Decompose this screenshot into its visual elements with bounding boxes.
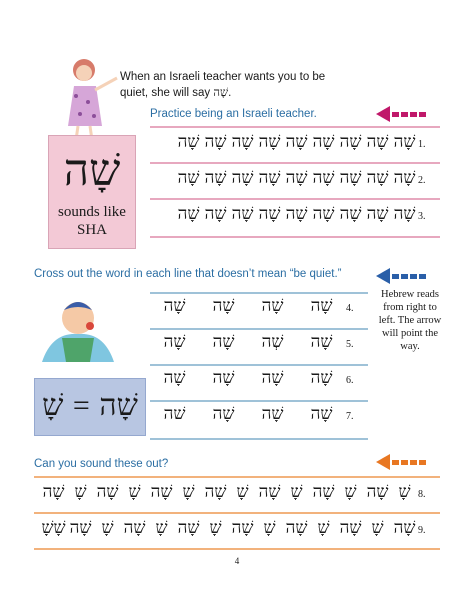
row-divider bbox=[150, 162, 440, 164]
row-number: 3. bbox=[418, 211, 426, 222]
hebrew-word: שָׁה bbox=[261, 296, 284, 316]
hebrew-word: שָׁה bbox=[261, 404, 284, 424]
hebrew-word: שָׁה bbox=[339, 168, 362, 188]
hebrew-word: שָׁה bbox=[366, 482, 389, 502]
hebrew-word: שָׁה bbox=[310, 404, 333, 424]
row-divider bbox=[150, 292, 368, 294]
row-divider bbox=[34, 476, 440, 478]
blue-arrow-icon bbox=[376, 268, 426, 284]
pink-arrow-icon bbox=[376, 106, 426, 122]
row-divider bbox=[150, 364, 368, 366]
intro-sentence: When an Israeli teacher wants you to be quiet, she will say bbox=[120, 71, 326, 99]
hebrew-word: שָׁה bbox=[150, 482, 173, 502]
hebrew-word: שָׁה bbox=[312, 482, 335, 502]
hebrew-word: שָׁה bbox=[339, 132, 362, 152]
hebrew-word: שָׁ bbox=[263, 518, 276, 538]
sound-card-line2: SHA bbox=[76, 222, 107, 238]
hebrew-word: שָׁה bbox=[42, 482, 65, 502]
orange-arrow-icon bbox=[376, 454, 426, 470]
row-divider bbox=[150, 438, 368, 440]
intro-hebrew-word: שָׁה bbox=[213, 85, 229, 99]
hebrew-word: שָׁה bbox=[312, 168, 335, 188]
hebrew-word: שָׁה bbox=[204, 168, 227, 188]
row-divider bbox=[34, 548, 440, 550]
hebrew-word: שָׁה bbox=[212, 404, 235, 424]
hebrew-word: שָׁה bbox=[231, 132, 254, 152]
equation-equals: = bbox=[72, 389, 90, 422]
practice-row-3 bbox=[170, 204, 440, 224]
hebrew-word: שָׁה bbox=[177, 518, 200, 538]
hebrew-word: שָׁ bbox=[344, 482, 357, 502]
hebrew-word: שָׁשָׁ bbox=[41, 518, 66, 538]
hebrew-word: שָׁ bbox=[209, 518, 222, 538]
hebrew-word: שָׁ bbox=[182, 482, 195, 502]
hebrew-word: שָׁה bbox=[177, 132, 200, 152]
hebrew-word: שָׁ bbox=[290, 482, 303, 502]
hebrew-word: שָׁ bbox=[101, 518, 114, 538]
hebrew-word: שָׁ bbox=[74, 482, 87, 502]
hebrew-word: שָׁה bbox=[393, 204, 416, 224]
hebrew-word: שָׁה bbox=[312, 132, 335, 152]
row-divider bbox=[150, 198, 440, 200]
hebrew-word: שׁה bbox=[163, 404, 186, 424]
intro-text bbox=[120, 70, 340, 101]
hebrew-word: שָׁה bbox=[231, 518, 254, 538]
hebrew-word: שְׁה bbox=[261, 332, 284, 352]
intro-period: . bbox=[228, 87, 232, 99]
hebrew-word: שָׁה bbox=[204, 482, 227, 502]
crossout-row-7 bbox=[150, 404, 368, 424]
reading-direction-note: Hebrew reads from right to left. The arrow will point the way. bbox=[378, 289, 442, 352]
sound-card-line1: sounds like bbox=[58, 204, 126, 220]
soundout-row-9 bbox=[34, 518, 440, 538]
hebrew-word: שָׁה bbox=[163, 296, 186, 316]
hebrew-word: שָׁ bbox=[398, 482, 411, 502]
hebrew-word: שָׁה bbox=[366, 132, 389, 152]
hebrew-word: שָׁה bbox=[231, 204, 254, 224]
hebrew-word: שָׁ bbox=[155, 518, 168, 538]
hebrew-word: שָׁה bbox=[393, 518, 416, 538]
hebrew-word: שָׁה bbox=[212, 368, 235, 388]
hebrew-word: שָׁ bbox=[236, 482, 249, 502]
hebrew-word: שָׁה bbox=[258, 168, 281, 188]
equation-card bbox=[34, 378, 146, 436]
row-number: 5. bbox=[346, 339, 354, 350]
hebrew-word: שָׁה bbox=[339, 518, 362, 538]
equation-left: שָׁה bbox=[99, 388, 138, 423]
hebrew-word: שָׁה bbox=[339, 204, 362, 224]
hebrew-word: שָׁה bbox=[204, 132, 227, 152]
hebrew-word: שָׁ bbox=[128, 482, 141, 502]
practice-row-1 bbox=[170, 132, 440, 152]
crossout-row-4 bbox=[150, 296, 368, 316]
practice-row-2 bbox=[170, 168, 440, 188]
hebrew-word: שָׁה bbox=[285, 518, 308, 538]
row-number: 6. bbox=[346, 375, 354, 386]
hebrew-word: שָׁה bbox=[310, 332, 333, 352]
section1-heading: Practice being an Israeli teacher. bbox=[150, 108, 317, 120]
row-divider bbox=[150, 328, 368, 330]
hebrew-word: שָׁה bbox=[177, 204, 200, 224]
page-number: 4 bbox=[234, 556, 240, 566]
hebrew-word: שָׁה bbox=[204, 204, 227, 224]
hebrew-word: שָׁה bbox=[310, 368, 333, 388]
hebrew-word: שָׁ bbox=[317, 518, 330, 538]
sound-card-letter: שָׁה bbox=[63, 145, 121, 196]
hebrew-word: שָׁה bbox=[231, 168, 254, 188]
hebrew-word: שָׁה bbox=[393, 168, 416, 188]
row-divider bbox=[150, 400, 368, 402]
hebrew-word: שָׁה bbox=[366, 204, 389, 224]
crossout-row-6 bbox=[150, 368, 368, 388]
hebrew-word: שָׁה bbox=[285, 168, 308, 188]
hebrew-word: שָׁה bbox=[258, 482, 281, 502]
sound-card bbox=[48, 135, 136, 249]
row-number: 9. bbox=[418, 525, 426, 536]
row-number: 2. bbox=[418, 175, 426, 186]
hebrew-word: שָׁה bbox=[163, 368, 186, 388]
hebrew-word: שָׁה bbox=[212, 332, 235, 352]
hebrew-word: שָׁה bbox=[212, 296, 235, 316]
hebrew-word: שָׁה bbox=[258, 132, 281, 152]
hebrew-word: שָׁה bbox=[285, 204, 308, 224]
hebrew-word: שָׁה bbox=[261, 368, 284, 388]
hebrew-word: שָׁה bbox=[96, 482, 119, 502]
hebrew-word: שָׁה bbox=[393, 132, 416, 152]
row-number: 7. bbox=[346, 411, 354, 422]
crossout-row-5 bbox=[150, 332, 368, 352]
hebrew-word: שָׁה bbox=[366, 168, 389, 188]
hebrew-word: שָׁה bbox=[163, 332, 186, 352]
hebrew-word: שָׁה bbox=[310, 296, 333, 316]
hebrew-word: שָׁה bbox=[312, 204, 335, 224]
row-divider bbox=[34, 512, 440, 514]
row-divider bbox=[150, 126, 440, 128]
row-number: 1. bbox=[418, 139, 426, 150]
hebrew-word: שָׁה bbox=[69, 518, 92, 538]
hebrew-word: שָׁה bbox=[285, 132, 308, 152]
row-divider bbox=[150, 236, 440, 238]
soundout-row-8 bbox=[34, 482, 440, 502]
hebrew-word: שָׁ bbox=[371, 518, 384, 538]
boy-illustration bbox=[32, 290, 124, 362]
hebrew-word: שָׁה bbox=[177, 168, 200, 188]
hebrew-word: שָׁה bbox=[258, 204, 281, 224]
section2-heading: Cross out the word in each line that doesn’t mean “be quiet.” bbox=[34, 268, 342, 280]
hebrew-word: שָׁה bbox=[123, 518, 146, 538]
row-number: 4. bbox=[346, 303, 354, 314]
equation-right: שָׁ bbox=[42, 388, 64, 423]
row-number: 8. bbox=[418, 489, 426, 500]
teacher-illustration bbox=[62, 56, 120, 144]
section3-heading: Can you sound these out? bbox=[34, 458, 169, 470]
